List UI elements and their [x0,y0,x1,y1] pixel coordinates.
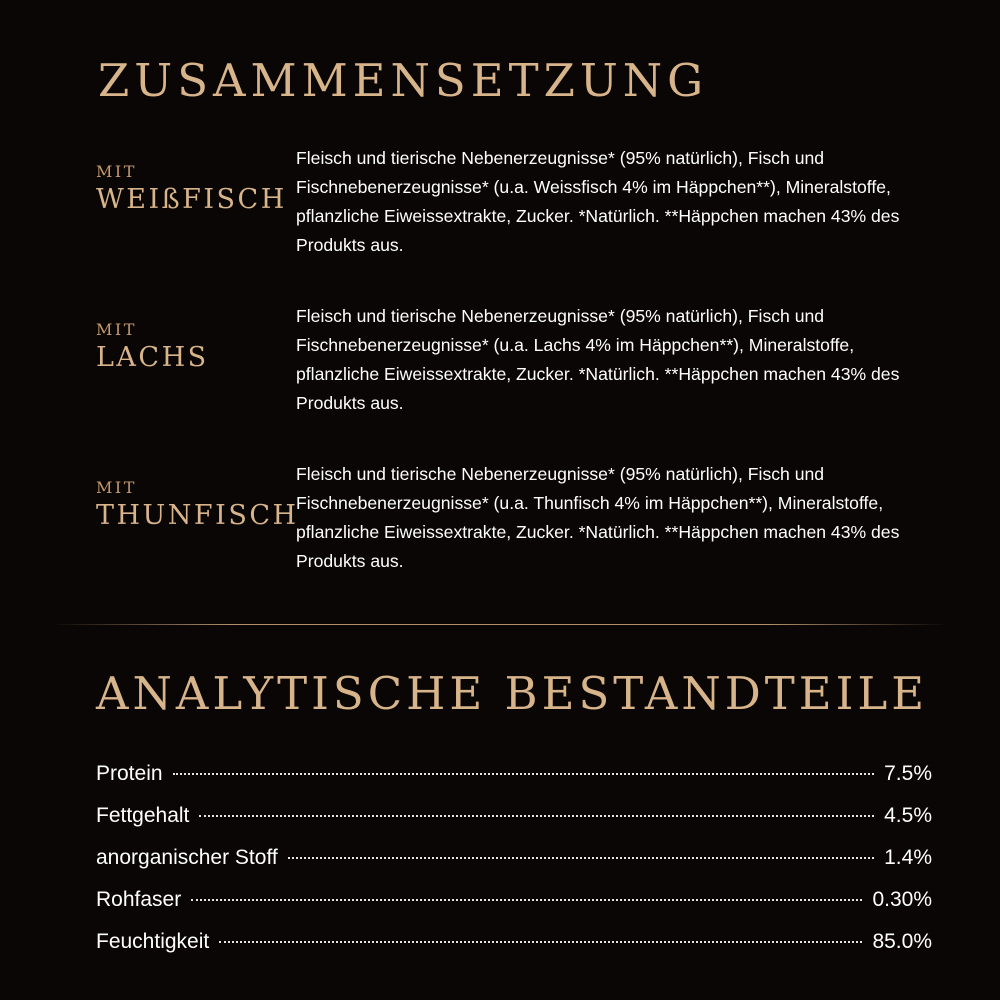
analysis-list [96,753,932,963]
composition-variant-row [96,298,932,418]
analysis-row-label: Protein [96,762,163,785]
analysis-row [96,795,932,837]
dot-leader [199,815,874,817]
analysis-section [0,625,1000,963]
analysis-row [96,879,932,921]
variant-ingredients-text: Fleisch und tierische Nebenerzeugnisse* (95% natürlich), Fisch und Fischnebenerzeugnisse* (u.a. Weissfisch 4% im Häppchen**), Mineralstoffe, pflanzliche Eiweissextrakte, Zucker. *Natürlich. **Häppchen machen 43% des Produkts aus. [296,148,900,255]
variant-label [96,298,296,373]
analysis-row-label: Fettgehalt [96,804,190,827]
analysis-title: ANALYTISCHE BESTANDTEILE [96,667,929,720]
composition-variant-list [96,140,932,576]
analysis-row-value: 0.30% [872,888,932,911]
analysis-row-label: Rohfaser [96,888,182,911]
dot-leader [173,773,875,775]
composition-variant-row [96,456,932,576]
variant-label [96,456,299,531]
analysis-row-value: 1.4% [884,846,932,869]
variant-name: LACHS [96,342,209,373]
composition-title: ZUSAMMENSETZUNG [98,54,709,107]
variant-ingredients [296,456,932,576]
variant-ingredients [296,140,932,260]
variant-ingredients-text: Fleisch und tierische Nebenerzeugnisse* (95% natürlich), Fisch und Fischnebenerzeugnisse* (u.a. Thunfisch 4% im Häppchen**), Mineralstoffe, pflanzliche Eiweissextrakte, Zucker. *Natürlich. **Häppchen machen 43% des Produkts aus. [296,464,900,571]
analysis-row-label: anorganischer Stoff [96,846,278,869]
variant-prefix: MIT [96,320,137,339]
analysis-row [96,837,932,879]
variant-ingredients [296,298,932,418]
composition-variant-row [96,140,932,260]
variant-ingredients-text: Fleisch und tierische Nebenerzeugnisse* (95% natürlich), Fisch und Fischnebenerzeugnisse* (u.a. Lachs 4% im Häppchen**), Mineralstoffe, pflanzliche Eiweissextrakte, Zucker. *Natürlich. **Häppchen machen 43% des Produkts aus. [296,306,900,413]
analysis-row-value: 85.0% [872,930,932,953]
variant-name: THUNFISCH [96,500,299,531]
variant-prefix: MIT [96,478,137,497]
variant-label [96,140,296,215]
dot-leader [219,941,862,943]
variant-prefix: MIT [96,162,137,181]
dot-leader [288,857,874,859]
analysis-row-value: 4.5% [884,804,932,827]
analysis-row [96,921,932,963]
analysis-row [96,753,932,795]
analysis-row-value: 7.5% [884,762,932,785]
dot-leader [191,899,862,901]
variant-name: WEIßFISCH [96,184,287,215]
analysis-row-label: Feuchtigkeit [96,930,210,953]
